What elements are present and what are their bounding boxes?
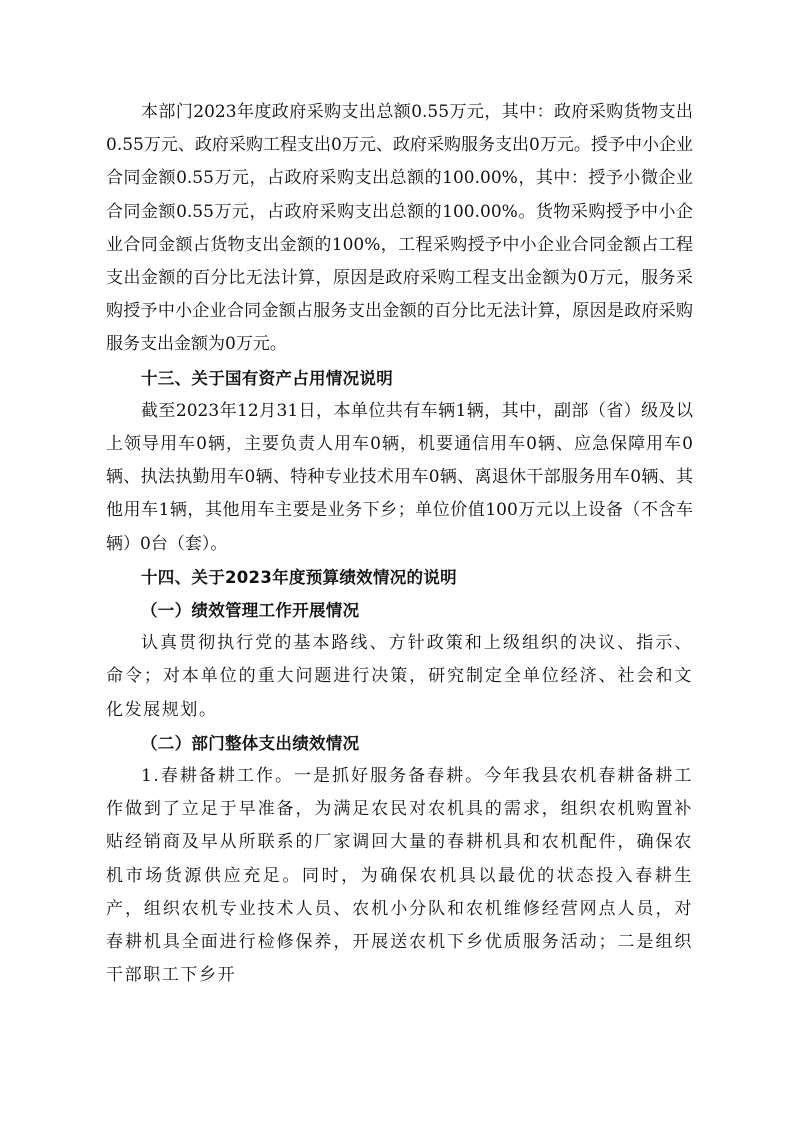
spring-plowing-paragraph: 1.春耕备耕工作。一是抓好服务备春耕。今年我县农机春耕备耕工作做到了立足于早准备，为满足农民对农机具的需求，组织农机购置补贴经销商及早从所联系的厂家调回大量的春耕机具和农机配件，确保农机市场货源供应充足。同时，为确保农机具以最优的状态投入春耕生产，组织农机专业技术人员、农机小分队和农机维修经营网点人员，对春耕机具全面进行检修保养，开展送农机下乡优质服务活动；二是组织干部职工下乡开 (106, 766, 693, 986)
document-body (106, 96, 693, 992)
management-paragraph: 认真贯彻执行党的基本路线、方针政策和上级组织的决议、指示、命令；对本单位的重大问题进行决策，研究制定全单位经济、社会和文化发展规划。 (106, 633, 693, 720)
subsection-2-heading: （二）部门整体支出绩效情况 (141, 733, 360, 753)
assets-paragraph: 截至2023年12月31日，本单位共有车辆1辆，其中，副部（省）级及以上领导用车0辆，主要负责人用车0辆，机要通信用车0辆、应急保障用车0辆、执法执勤用车0辆、特种专业技术用车0辆、离退休干部服务用车0辆、其他用车1辆，其他用车主要是业务下乡；单位价值100万元以上设备（不含车辆）0台（套）。 (106, 400, 693, 554)
section-14-heading: 十四、关于2023年度预算绩效情况的说明 (141, 567, 457, 587)
section-13-heading: 十三、关于国有资产占用情况说明 (141, 368, 393, 388)
subsection-1-heading: （一）绩效管理工作开展情况 (141, 601, 360, 621)
procurement-paragraph: 本部门2023年度政府采购支出总额0.55万元，其中：政府采购货物支出0.55万元、政府采购工程支出0万元、政府采购服务支出0万元。授予中小企业合同金额0.55万元，占政府采购支出总额的100.00%，其中：授予小微企业合同金额0.55万元，占政府采购支出总额的100.00%。货物采购授予中小企业合同金额占货物支出金额的100%，工程采购授予中小企业合同金额占工程支出金额的百分比无法计算，原因是政府采购工程支出金额为0万元，服务采购授予中小企业合同金额占服务支出金额的百分比无法计算，原因是政府采购服务支出金额为0万元。 (106, 102, 693, 355)
